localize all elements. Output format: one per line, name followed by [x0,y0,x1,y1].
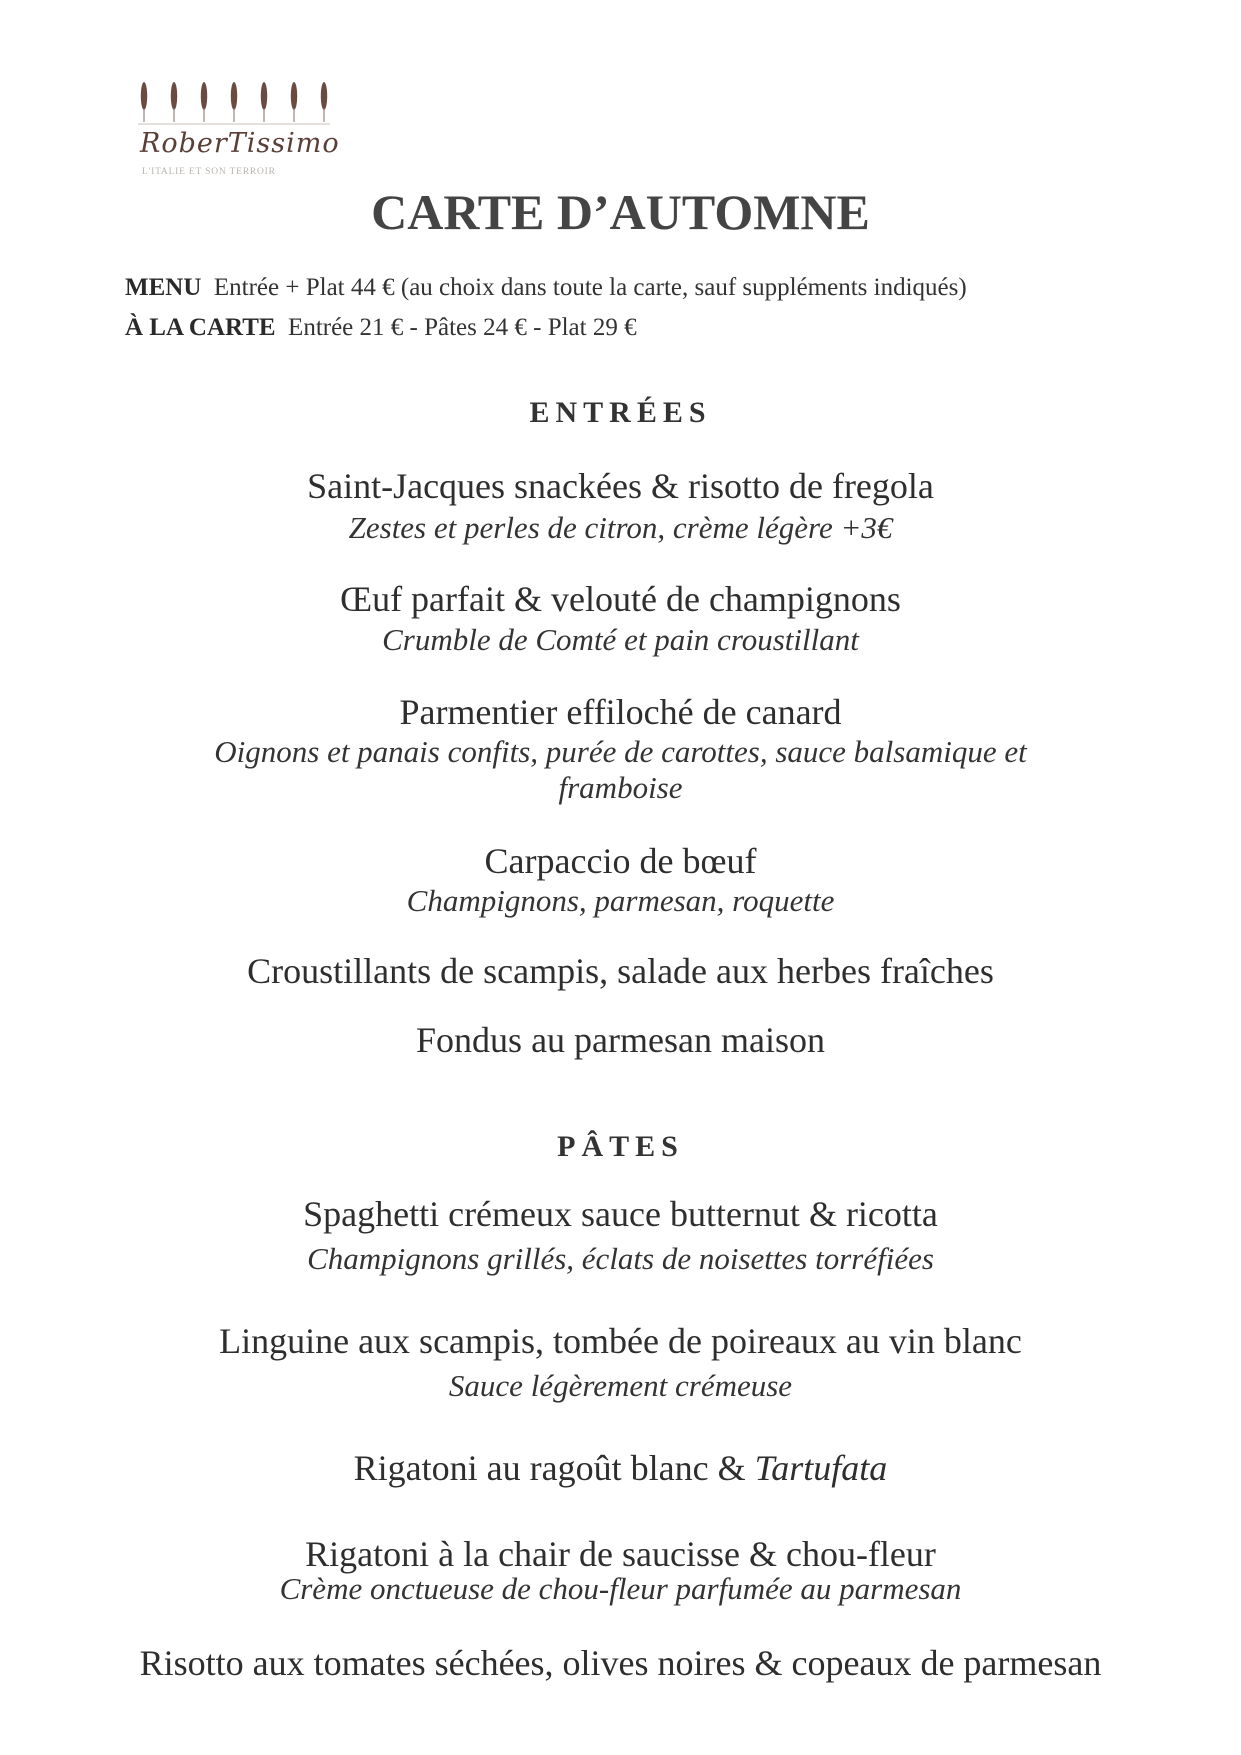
logo-tagline: L'ITALIE ET SON TERROIR [142,167,276,177]
section-title-pates: PÂTES [557,1130,684,1163]
dish-name: Risotto aux tomates séchées, olives noires & copeaux de parmesan [139,1643,1102,1683]
menu-pricing-line [125,274,967,302]
dish-name: Œuf parfait & velouté de champignons [340,579,901,619]
dish-name: Parmentier effiloché de canard [399,692,842,732]
dish-description: Crumble de Comté et pain croustillant [382,622,859,657]
dish-name: Saint-Jacques snackées & risotto de fregola [307,466,934,506]
logo-brand: RoberTissimo [140,128,340,159]
dish-name: Fondus au parmesan maison [416,1020,825,1060]
cypress-trees-icon [130,78,340,128]
dish-name-italic: Tartufata [754,1448,888,1488]
carte-pricing-line [125,314,637,342]
dish-name: Linguine aux scampis, tombée de poireaux au vin blanc [219,1321,1022,1361]
page-title: CARTE D’AUTOMNE [371,184,870,240]
dish-description: Oignons et panais confits, purée de carottes, sauce balsamique et framboise [214,734,1027,805]
dish-description: Champignons, parmesan, roquette [406,883,835,918]
dish-name [0,1449,1241,1487]
menu-label: MENU [125,274,202,301]
dish-description: Sauce légèrement crémeuse [448,1368,793,1403]
dish-name-text: Rigatoni au ragoût blanc & [353,1448,746,1488]
dish-description: Champignons grillés, éclats de noisettes torréfiées [307,1241,934,1276]
section-title-entrees: ENTRÉES [529,396,712,429]
dish-name: Carpaccio de bœuf [484,841,757,881]
dish-name: Croustillants de scampis, salade aux herbes fraîches [247,951,994,991]
dish-name: Spaghetti crémeux sauce butternut & ricotta [303,1194,938,1234]
dish-description: Zestes et perles de citron, crème légère +3€ [348,510,893,545]
dish-name: Rigatoni à la chair de saucisse & chou-fleur [305,1534,936,1574]
carte-label: À LA CARTE [125,314,276,341]
carte-text: Entrée 21 € - Pâtes 24 € - Plat 29 € [288,314,637,341]
dish-description: Crème onctueuse de chou-fleur parfumée au parmesan [279,1571,962,1606]
menu-text: Entrée + Plat 44 € (au choix dans toute la carte, sauf suppléments indiqués) [213,274,967,301]
restaurant-logo [130,78,340,178]
